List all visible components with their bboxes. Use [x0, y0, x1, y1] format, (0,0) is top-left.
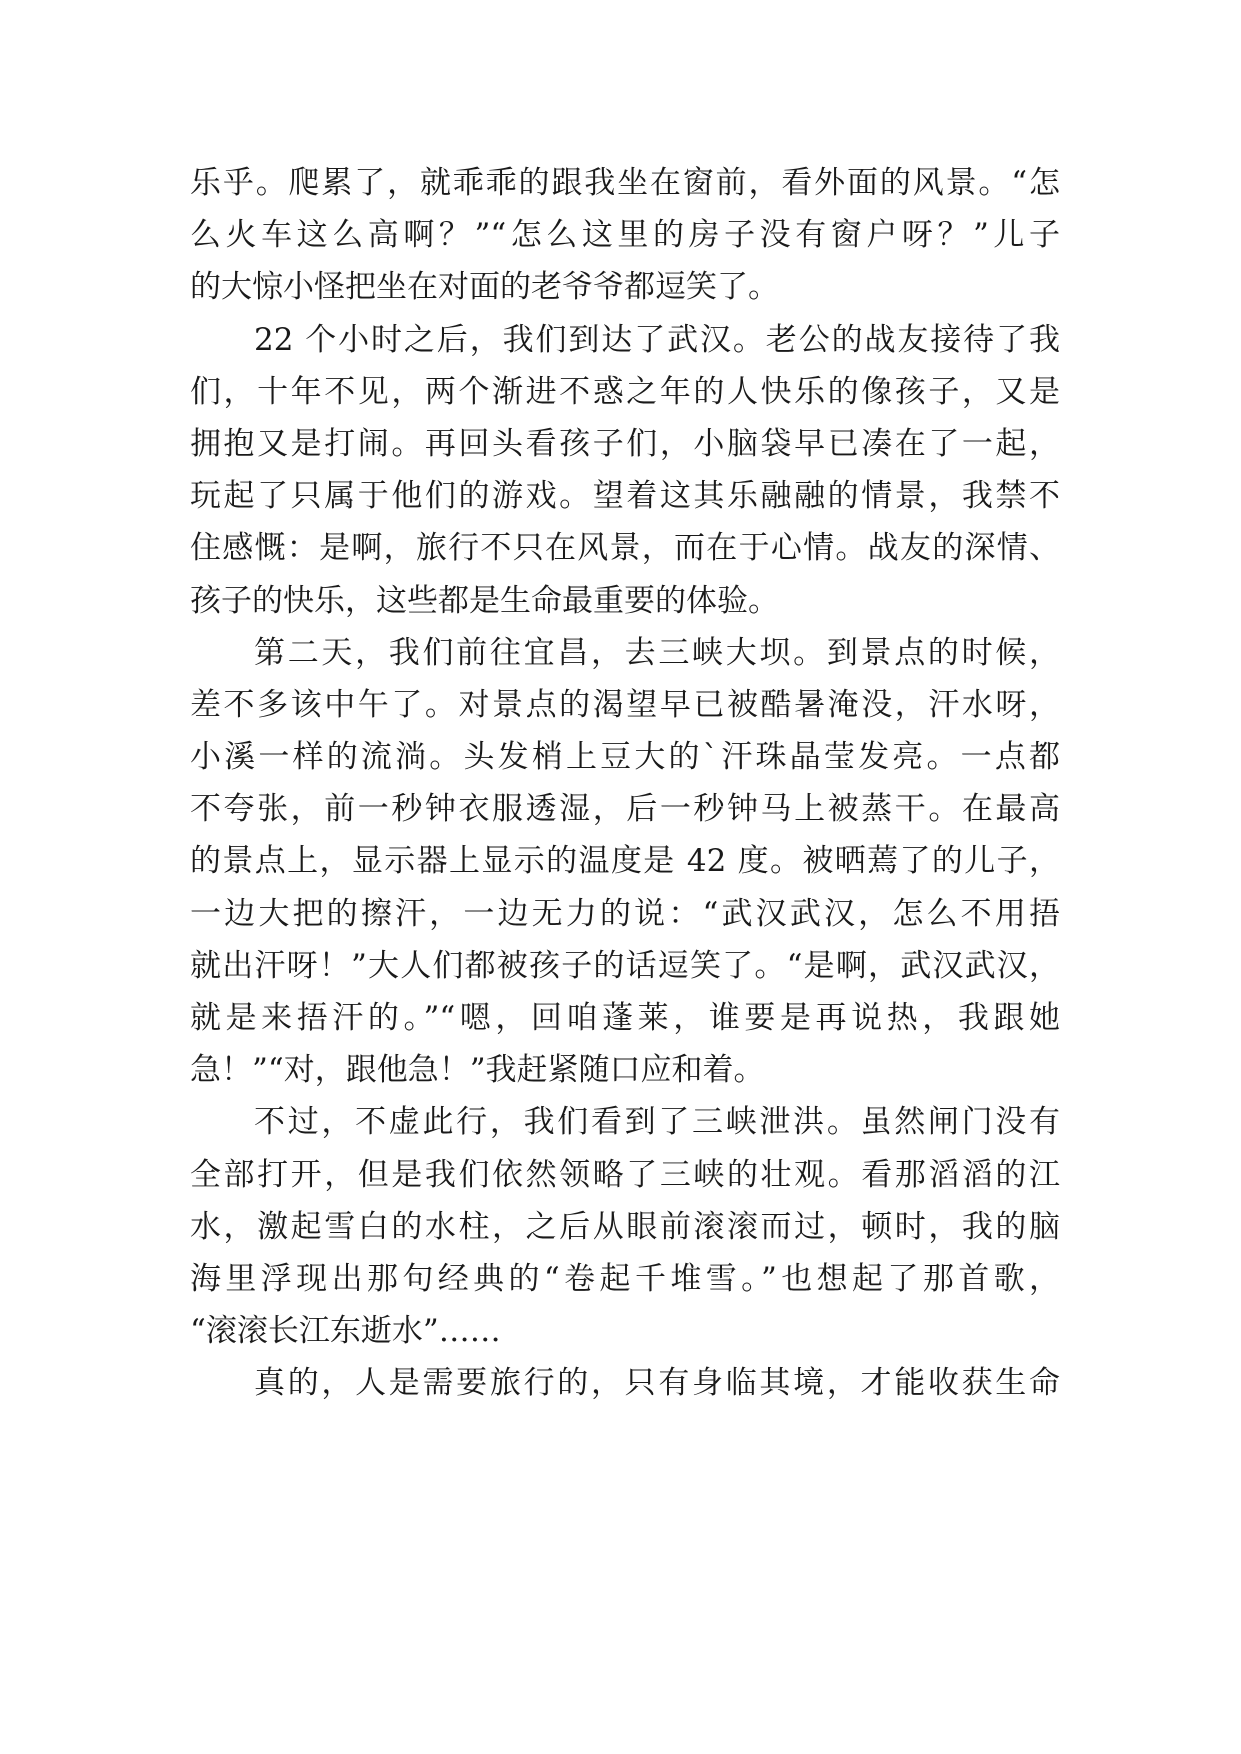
text-line: 一边大把的擦汗，一边无力的说：“武汉武汉，怎么不用捂: [190, 895, 1060, 932]
text-line: 乐乎。爬累了，就乖乖的跟我坐在窗前，看外面的风景。“怎: [190, 165, 1060, 201]
text-line: 住感慨：是啊，旅行不只在风景，而在于心情。战友的深情、: [190, 530, 1060, 567]
text-line: 不夸张，前一秒钟衣服透湿，后一秒钟马上被蒸干。在最高: [190, 791, 1060, 828]
text-line: 水，激起雪白的水柱，之后从眼前滚滚而过，顿时，我的脑: [190, 1208, 1060, 1245]
body-text: [190, 157, 1060, 1410]
text-line: 差不多该中午了。对景点的渴望早已被酷暑淹没，汗水呀，: [190, 686, 1060, 723]
text-line: 的大惊小怪把坐在对面的老爷爷都逗笑了。: [190, 269, 779, 306]
text-line: 玩起了只属于他们的游戏。望着这其乐融融的情景，我禁不: [190, 478, 1060, 515]
text-line: 们，十年不见，两个渐进不惑之年的人快乐的像孩子，又是: [190, 373, 1060, 410]
text-line: 拥抱又是打闹。再回头看孩子们，小脑袋早已凑在了一起，: [190, 425, 1060, 462]
text-line: 急！”“对，跟他急！”我赶紧随口应和着。: [190, 1052, 765, 1089]
paragraph-first-line: 第二天，我们前往宜昌，去三峡大坝。到景点的时候，: [254, 634, 1060, 671]
text-line: 全部打开，但是我们依然领略了三峡的壮观。看那滔滔的江: [190, 1156, 1060, 1193]
text-line: “滚滚长江东逝水”……: [190, 1313, 501, 1350]
text-line: 就是来捂汗的。”“嗯，回咱蓬莱，谁要是再说热，我跟她: [190, 1000, 1060, 1036]
text-line: 么火车这么高啊？”“怎么这里的房子没有窗户呀？”儿子: [190, 217, 1060, 254]
paragraph-first-line: 22 个小时之后，我们到达了武汉。老公的战友接待了我: [254, 321, 1060, 358]
text-line: 海里浮现出那句经典的“卷起千堆雪。”也想起了那首歌，: [190, 1260, 1060, 1297]
paragraph-first-line: 不过，不虚此行，我们看到了三峡泄洪。虽然闸门没有: [254, 1104, 1060, 1141]
text-line: 的景点上，显示器上显示的温度是 42 度。被晒蔫了的儿子，: [190, 843, 1060, 880]
text-line: 就出汗呀！”大人们都被孩子的话逗笑了。“是啊，武汉武汉，: [190, 947, 1060, 984]
text-line: 孩子的快乐，这些都是生命最重要的体验。: [190, 582, 779, 619]
paragraph-first-line: 真的，人是需要旅行的，只有身临其境，才能收获生命: [254, 1365, 1060, 1402]
text-line: 小溪一样的流淌。头发梢上豆大的`汗珠晶莹发亮。一点都: [190, 739, 1060, 776]
